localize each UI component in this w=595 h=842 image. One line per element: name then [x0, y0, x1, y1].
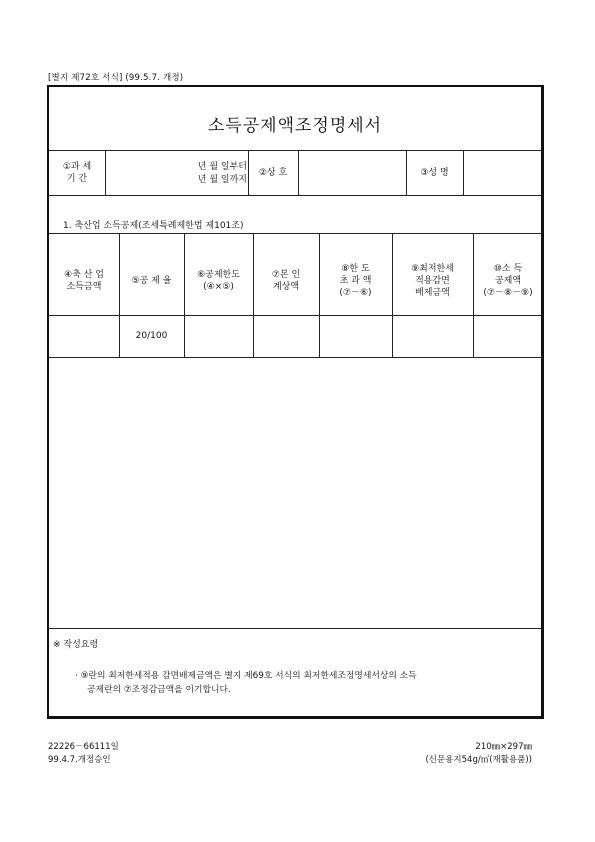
name-value-field[interactable] — [463, 150, 543, 195]
notes-heading: ※ 작성요령 — [53, 640, 99, 650]
divider-notes — [49, 628, 541, 629]
header-deduction-rate — [119, 247, 184, 315]
section-title: 1. 축산업 소득공제(조세특례제한법 제101조) — [63, 221, 244, 231]
company-label: ②상 호 — [258, 167, 288, 178]
header-text: 적용감면 — [415, 276, 450, 286]
divider-row — [49, 357, 541, 358]
name-label: ③성 명 — [420, 167, 449, 178]
form-frame — [47, 85, 544, 719]
header-text: 소득금액 — [66, 282, 102, 292]
cell-self-recorded[interactable] — [253, 315, 319, 357]
period-from-text: 년 월 일부터 — [197, 162, 247, 172]
form-number-note: [별지 제72호 서식] (99.5.7. 개정) — [48, 73, 184, 83]
header-income-deduction — [473, 247, 543, 315]
header-text: (⑦－⑥) — [339, 288, 372, 298]
header-text: (④×⑤) — [203, 282, 234, 292]
divider-section — [49, 233, 541, 234]
header-text: (⑦－⑧－⑨) — [483, 288, 533, 298]
header-text: 계상액 — [272, 282, 300, 292]
cell-limit-excess[interactable] — [319, 315, 392, 357]
header-text: ⑧한 도 — [341, 264, 370, 274]
header-text: ⑨최저한세 — [411, 264, 454, 274]
period-to-text: 년 월 일까지 — [197, 175, 247, 185]
footer-paper-type: (신문용지54g/㎡(재활용품)) — [425, 755, 532, 765]
footer-approval: 99.4.7.개정승인 — [48, 755, 111, 765]
header-text: 초 과 액 — [339, 276, 372, 286]
vline-r1-1 — [105, 150, 106, 195]
header-self-recorded — [253, 247, 319, 315]
header-text: ⑦본 인 — [271, 270, 301, 280]
header-text: ④축 산 업 — [64, 270, 104, 280]
notes-line-2: 공제란의 ⑦조정감금액을 이기합니다. — [87, 685, 231, 695]
header-text: ⑩소 득 — [493, 264, 523, 274]
notes-line-1: · ⑨란의 최저한세적용 감면배제금액은 별지 제69호 서식의 최저한세조정명세서상의 소득 — [75, 671, 417, 681]
tax-period-label-1: ①과 세 — [62, 161, 92, 172]
cell-min-tax-exclusion[interactable] — [392, 315, 473, 357]
tax-period-label-2: 기 간 — [66, 173, 88, 184]
footer-form-code: 22226－66111일 — [48, 742, 119, 752]
cell-income-deduction[interactable] — [473, 315, 543, 357]
cell-deduction-rate: 20/100 — [135, 331, 168, 341]
company-value-field[interactable] — [298, 150, 406, 195]
header-text: ⑤공 제 율 — [131, 276, 172, 286]
header-min-tax-exclusion — [392, 247, 473, 315]
header-text: 배제금액 — [415, 288, 450, 298]
header-limit-excess — [319, 247, 392, 315]
footer-paper-size: 210㎜×297㎜ — [475, 742, 532, 752]
tax-period-label — [49, 150, 105, 195]
form-title: 소득공제액조정명세서 — [207, 116, 383, 136]
cell-deduction-limit[interactable] — [184, 315, 253, 357]
divider-row1 — [49, 195, 541, 196]
header-text: 공제액 — [494, 276, 522, 286]
header-livestock-income — [49, 247, 119, 315]
header-deduction-limit — [184, 247, 253, 315]
header-text: ⑥공제한도 — [197, 270, 240, 280]
cell-livestock-income[interactable] — [49, 315, 119, 357]
